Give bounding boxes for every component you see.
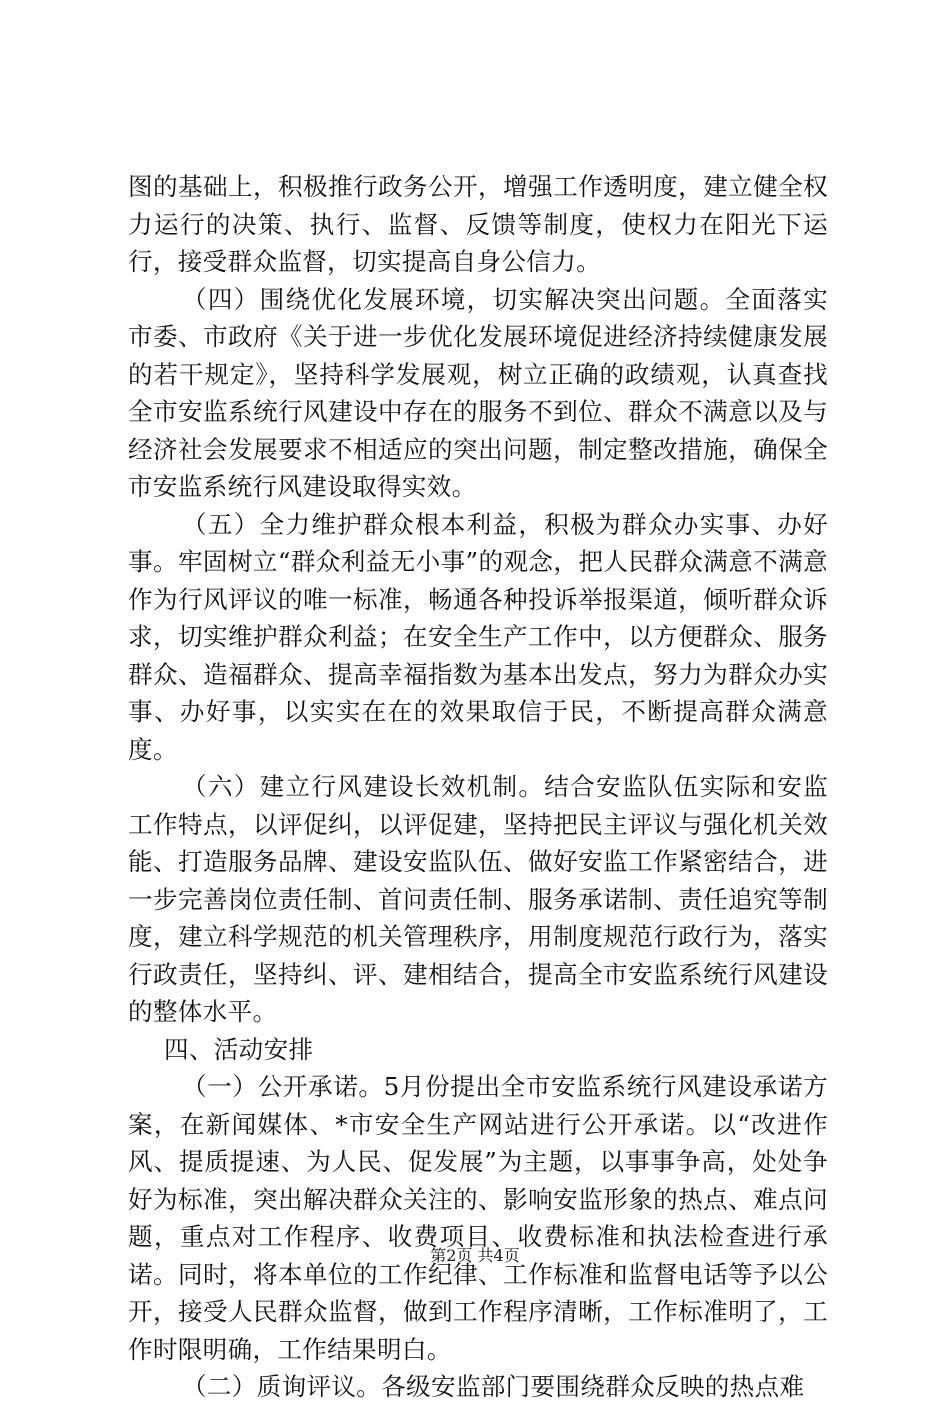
page-number-footer: 第2页 共4页 [430, 1246, 520, 1265]
heading-activity-arrangement: 四、活动安排 [164, 1034, 314, 1064]
paragraph-continuation: 图的基础上，积极推行政务公开，增强工作透明度，建立健全权力运行的决策、执行、监督、反馈等制度，使权力在阳光下运行，接受群众监督，切实提高自身公信力。 [128, 172, 828, 276]
document-body [128, 168, 828, 1406]
paragraph-section-5: （五）全力维护群众根本利益，积极为群众办实事、办好事。牢固树立“群众利益无小事”的观念，把人民群众满意不满意作为行风评议的唯一标准，畅通各种投诉举报渠道，倾听群众诉求，切实维护群众利益；在安全生产工作中，以方便群众、服务群众、造福群众、提高幸福指数为基本出发点，努力为群众办实事、办好事，以实实在在的效果取信于民，不断提高群众满意度。 [128, 509, 828, 764]
paragraph-inquiry-review: （二）质询评议。各级安监部门要围绕群众反映的热点难 [182, 1372, 805, 1401]
paragraph-section-6: （六）建立行风建设长效机制。结合安监队伍实际和安监工作特点，以评促纠，以评促建，坚持把民主评议与强化机关效能、打造服务品牌、建设安监队伍、做好安监工作紧密结合，进一步完善岗位责任制、首问责任制、服务承诺制、责任追究等制度，建立科学规范的机关管理秩序，用制度规范行政行为，落实行政责任，坚持纠、评、建相结合，提高全市安监系统行风建设的整体水平。 [128, 772, 828, 1026]
paragraph-public-commitment: （一）公开承诺。5月份提出全市安监系统行风建设承诺方案，在新闻媒体、*市安全生产网站进行公开承诺。以“改进作风、提质提速、为人民、促发展”为主题，以事事争高，处处争好为标准，突出解决群众关注的、影响安监形象的热点、难点问题，重点对工作程序、收费项目、收费标准和执法检查进行承诺。同时，将本单位的工作纪律、工作标准和监督电话等予以公开，接受人民群众监督，做到工作程序清晰，工作标准明了，工作时限明确，工作结果明白。 [128, 1072, 828, 1364]
paragraph-section-4: （四）围绕优化发展环境，切实解决突出问题。全面落实市委、市政府《关于进一步优化发展环境促进经济持续健康发展的若干规定》，坚持科学发展观，树立正确的政绩观，认真查找全市安监系统行风建设中存在的服务不到位、群众不满意以及与经济社会发展要求不相适应的突出问题，制定整改措施，确保全市安监系统行风建设取得实效。 [128, 284, 828, 501]
